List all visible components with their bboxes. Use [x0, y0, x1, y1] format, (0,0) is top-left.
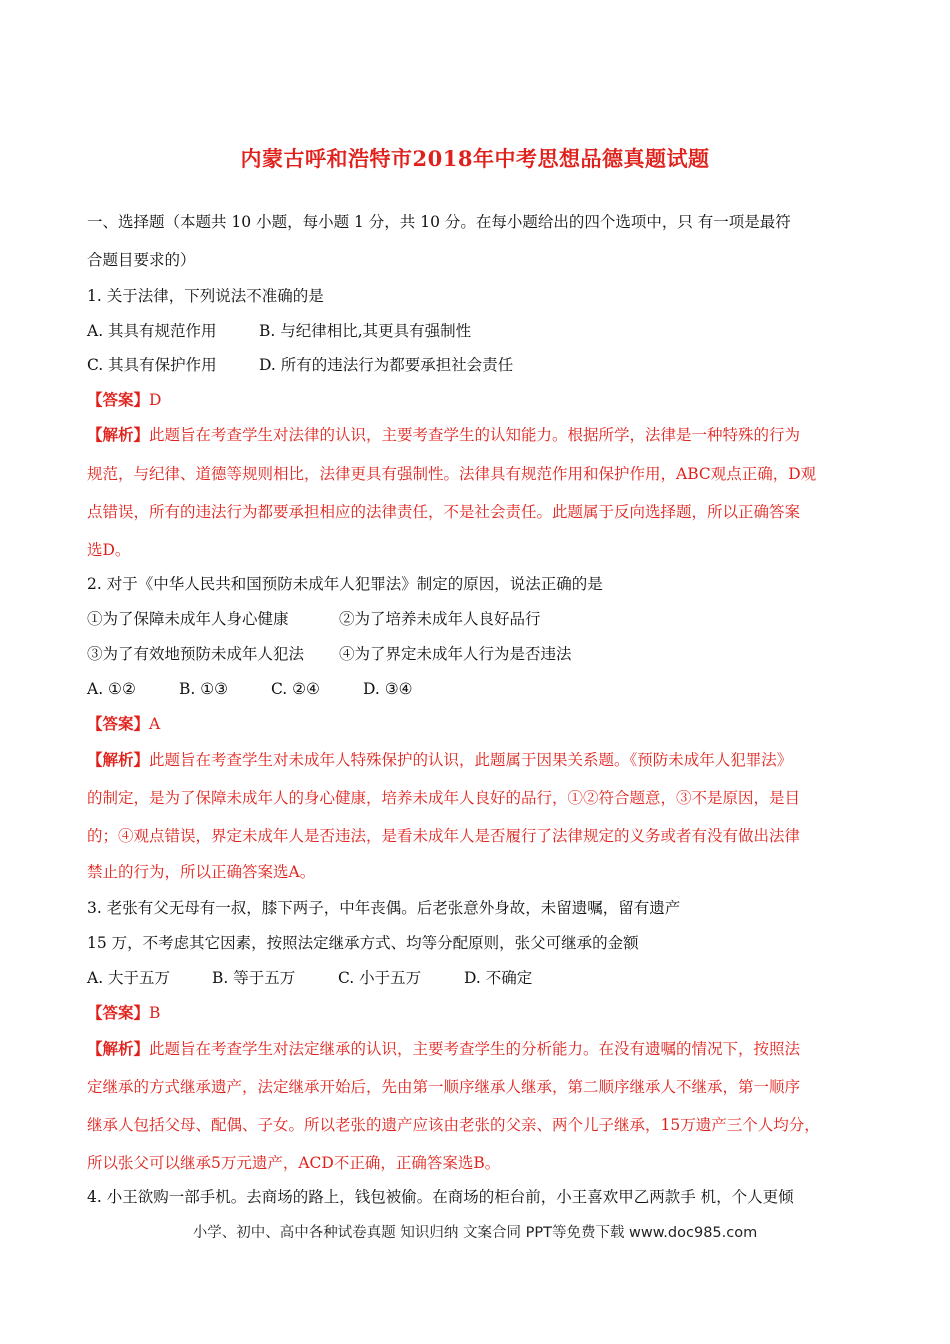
answer-value: D: [149, 391, 162, 409]
analysis-tag: 【解析】: [87, 1039, 150, 1058]
question-3-analysis-line-1: [87, 1039, 800, 1059]
question-3-answer: [87, 1003, 160, 1023]
question-3-options: [87, 968, 532, 988]
question-2-option-b: B. ①③: [179, 680, 229, 698]
question-3-analysis-line-3: 继承人包括父母、配偶、子女。所以老张的遗产应该由老张的父亲、两个儿子继承，15万遗产三个人均分，: [87, 1116, 820, 1134]
question-1-option-a: A. 其具有规范作用: [87, 322, 217, 340]
question-2-analysis-line-1: [87, 750, 792, 770]
question-3-stem-line-2: 15 万，不考虑其它因素，按照法定继承方式、均等分配原则，张父可继承的金额: [87, 934, 639, 952]
question-1-options-row-1: [87, 321, 471, 341]
answer-tag: 【答案】: [87, 714, 150, 733]
question-3-analysis-line-2: 定继承的方式继承遗产，法定继承开始后，先由第一顺序继承人继承，第二顺序继承人不继承，第一顺序: [87, 1078, 801, 1096]
question-2-items-row-2: [87, 644, 572, 664]
question-2-analysis-line-3: 的；④观点错误，界定未成年人是否违法，是看未成年人是否履行了法律规定的义务或者有没有做出法律: [87, 827, 801, 845]
answer-value: A: [149, 715, 161, 733]
analysis-tag: 【解析】: [87, 425, 150, 444]
analysis-text: 此题旨在考查学生对法律的认识，主要考查学生的认知能力。根据所学，法律是一种特殊的行为: [149, 426, 801, 444]
page-title: 内蒙古呼和浩特市2018年中考思想品德真题试题: [240, 146, 710, 171]
question-1-option-b: B. 与纪律相比,其更具有强制性: [259, 322, 472, 340]
question-2-analysis-line-2: 的制定，是为了保障未成年人的身心健康，培养未成年人良好的品行，①②符合题意，③不是原因，是目: [87, 789, 801, 807]
question-1-analysis-line-3: 点错误，所有的违法行为都要承担相应的法律责任，不是社会责任。此题属于反向选择题，所以正确答案: [87, 503, 801, 521]
question-3-option-a: A. 大于五万: [87, 969, 171, 987]
question-2-item-2: ②为了培养未成年人良好品行: [339, 610, 541, 628]
analysis-text: 此题旨在考查学生对法定继承的认识，主要考查学生的分析能力。在没有遗嘱的情况下，按照法: [149, 1040, 801, 1058]
page-footer: 小学、初中、高中各种试卷真题 知识归纳 文案合同 PPT等免费下载 www.doc985.com: [192, 1225, 758, 1241]
question-3-option-b: B. 等于五万: [212, 969, 296, 987]
question-4-stem-line-1: 4. 小王欲购一部手机。去商场的路上，钱包被偷。在商场的柜台前，小王喜欢甲乙两款手 机，个人更倾: [87, 1188, 794, 1206]
analysis-tag: 【解析】: [87, 750, 150, 769]
question-1-answer: [87, 390, 161, 410]
question-1-option-c: C. 其具有保护作用: [87, 356, 217, 374]
answer-tag: 【答案】: [87, 1003, 150, 1022]
question-1-stem: 1. 关于法律，下列说法不准确的是: [87, 287, 324, 305]
question-2-items-row-1: [87, 609, 541, 629]
answer-tag: 【答案】: [87, 390, 150, 409]
question-2-option-c: C. ②④: [271, 680, 320, 698]
question-2-item-3: ③为了有效地预防未成年人犯法: [87, 645, 305, 663]
question-3-option-c: C. 小于五万: [338, 969, 422, 987]
question-2-item-1: ①为了保障未成年人身心健康: [87, 610, 289, 628]
answer-value: B: [149, 1004, 161, 1022]
question-2-analysis-line-4: 禁止的行为，所以正确答案选A。: [87, 863, 316, 881]
question-1-analysis-line-1: [87, 425, 800, 445]
question-1-option-d: D. 所有的违法行为都要承担社会责任: [259, 356, 514, 374]
section-instructions-line-1: 一、选择题（本题共 10 小题，每小题 1 分，共 10 分。在每小题给出的四个选项中，只 有一项是最符: [87, 213, 791, 231]
question-1-analysis-line-4: 选D。: [87, 541, 131, 559]
question-2-stem: 2. 对于《中华人民共和国预防未成年人犯罪法》制定的原因，说法正确的是: [87, 575, 603, 593]
question-1-analysis-line-2: 规范，与纪律、道德等规则相比，法律更具有强制性。法律具有规范作用和保护作用，ABC观点正确，D观: [87, 465, 817, 483]
question-1-options-row-2: [87, 355, 513, 375]
question-3-option-d: D. 不确定: [464, 969, 533, 987]
question-2-item-4: ④为了界定未成年人行为是否违法: [339, 645, 572, 663]
question-2-answer: [87, 714, 160, 734]
analysis-text: 此题旨在考查学生对未成年人特殊保护的认识，此题属于因果关系题。《预防未成年人犯罪法》: [149, 751, 793, 769]
document-body: [87, 0, 867, 1344]
question-2-option-d: D. ③④: [363, 680, 413, 698]
question-3-analysis-line-4: 所以张父可以继承5万元遗产，ACD不正确，正确答案选B。: [87, 1154, 501, 1172]
question-2-option-a: A. ①②: [87, 680, 136, 698]
question-3-stem-line-1: 3. 老张有父无母有一叔，膝下两子，中年丧偶。后老张意外身故，未留遗嘱，留有遗产: [87, 899, 681, 917]
section-instructions-line-2: 合题目要求的）: [87, 251, 196, 269]
question-2-options: [87, 679, 413, 699]
